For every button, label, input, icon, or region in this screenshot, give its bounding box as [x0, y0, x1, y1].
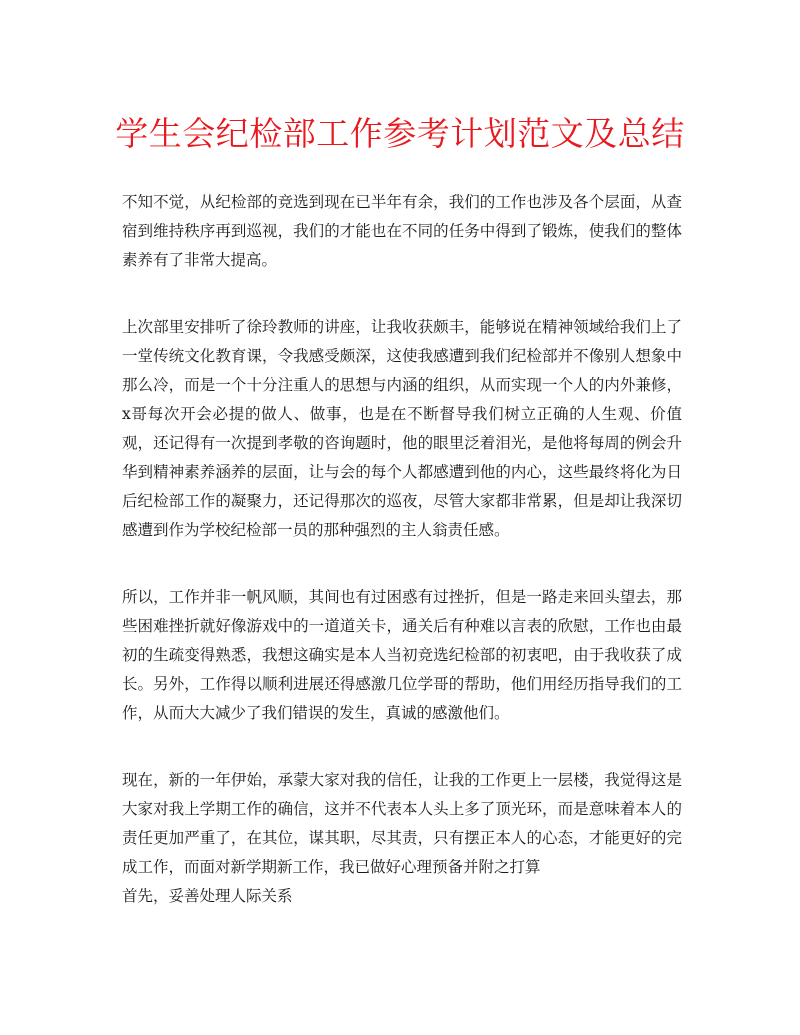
paragraph: 首先，妥善处理人际关系: [122, 887, 293, 905]
paragraph: 不知不觉，从纪检部的竞选到现在已半年有余，我们的工作也涉及各个层面，从查宿到维持秩序再到巡视，我们的才能也在不同的任务中得到了锻炼，使我们的整体素养有了非常大提高。: [122, 193, 682, 269]
paragraph: 上次部里安排听了徐玲教师的讲座，让我收获颇丰，能够说在精神领域给我们上了一堂传统文化教育课，令我感受颇深，这使我感遭到我们纪检部并不像别人想象中那么冷，而是一个十分注重人的思想与内涵的组织，从而实现一个人的内外兼修，x哥每次开会必提的做人、做事，也是在不断督导我们树立正确的人生观、价值观，还记得有一次提到孝敬的咨询题时，他的眼里泛着泪光，是他将每周的例会升华到精神素养涵养的层面，让与会的每个人都感遭到他的内心，这些最终将化为日后纪检部工作的凝聚力，还记得那次的巡夜，尽管大家都非常累，但是却让我深切感遭到作为学校纪检部一员的那种强烈的主人翁责任感。: [122, 318, 682, 539]
paragraph: 所以，工作并非一帆风顺，其间也有过困惑有过挫折，但是一路走来回头望去，那些困难挫折就好像游戏中的一道道关卡，通关后有种难以言表的欣慰，工作也由最初的生疏变得熟悉，我想这确实是本人当初竞选纪检部的初衷吧，由于我收获了成长。另外，工作得以顺利进展还得感激几位学哥的帮助，他们用经历指导我们的工作，从而大大减少了我们错误的发生，真诚的感激他们。: [122, 588, 682, 722]
document-body: [122, 188, 682, 911]
paragraph: 现在，新的一年伊始，承蒙大家对我的信任，让我的工作更上一层楼，我觉得这是大家对我上学期工作的确信，这并不代表本人头上多了顶光环，而是意味着本人的责任更加严重了，在其位，谋其职，尽其责，只有摆正本人的心态，才能更好的完成工作，而面对新学期新工作，我已做好心理预备并附之打算: [122, 771, 682, 876]
document-title: 学生会纪检部工作参考计划范文及总结: [115, 114, 685, 153]
